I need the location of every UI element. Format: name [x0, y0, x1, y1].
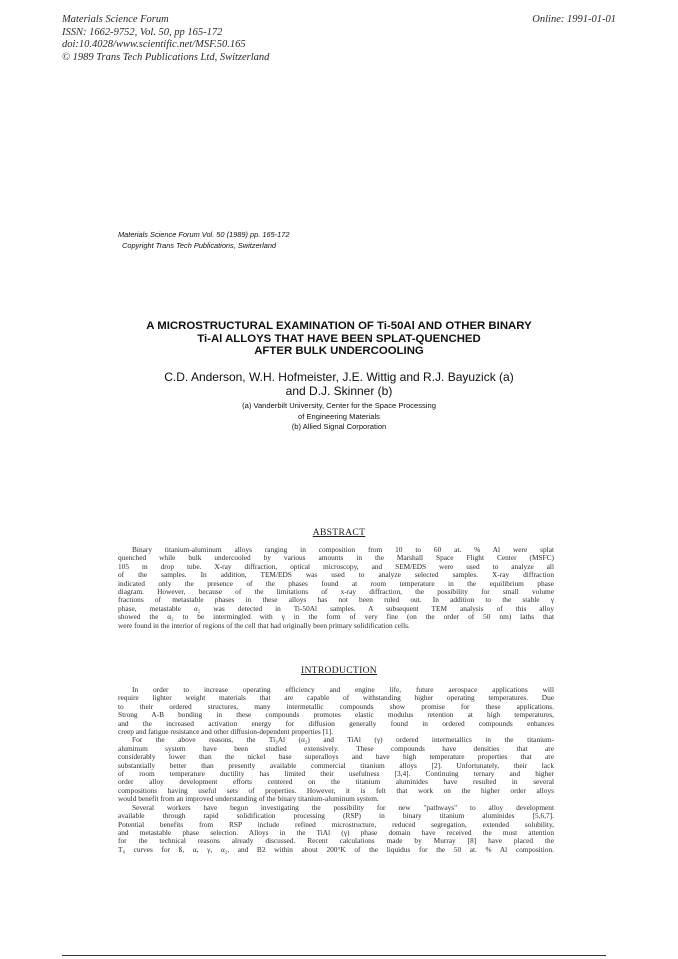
intro-line: would benefit from an improved understanding of the binary titanium-aluminum system. — [118, 795, 379, 804]
abstract-line: indicated only the presence of the phases found at room temperature in the equilibrium phase — [118, 579, 554, 588]
publication-header — [62, 14, 269, 64]
abstract-line: showed the α₂ to be intermingled with γ in the form of very fine (on the order of 50 nm) laths that — [118, 613, 554, 622]
journal-citation — [118, 230, 289, 251]
abstract-line: Binary titanium-aluminum alloys ranging in composition from 10 to 60 at. % Al were splat — [132, 546, 554, 554]
abstract-line: 105 m drop tube. X-ray diffraction, optical microscopy, and SEM/EDS were used to analyze all — [118, 562, 554, 571]
abstract-line: diagram. However, because of the limitations of x-ray diffraction, the possibility for small volume — [118, 588, 554, 597]
title-line: A MICROSTRUCTURAL EXAMINATION OF Ti-50Al AND OTHER BINARY — [146, 320, 532, 332]
intro-line: Potential benefits from RSP include refined microstructure, reduced segregation, extended solubility, — [118, 820, 554, 829]
online-date: Online: 1991-01-01 — [532, 14, 616, 25]
intro-line: Strong A-B bonding in these compounds promotes elastic modulus retention at high temperatures, — [118, 711, 554, 720]
intro-line: T₀ curves for ß, α, γ, α₂, and B2 within about 200°K of the liquidus for the 50 at. % Al composition. — [118, 845, 554, 854]
title-line: Ti-Al ALLOYS THAT HAVE BEEN SPLAT-QUENCHED — [197, 332, 481, 345]
affiliation-line: (b) Allied Signal Corporation — [291, 422, 387, 431]
paper-title — [0, 320, 678, 358]
abstract-line: quenched while bulk undercooled by various amounts in the Marshall Space Flight Center (MSFC) — [118, 554, 554, 563]
introduction-heading-text: INTRODUCTION — [300, 665, 378, 676]
abstract-line: phase, metastable α₂ was detected in Ti-50Al samples. A subsequent TEM analysis of this alloy — [118, 604, 554, 613]
intro-line: For the above reasons, the Ti₃Al (α₂) and TiAl (γ) ordered intermetallics in the titanium- — [132, 736, 554, 745]
author-list — [0, 371, 678, 398]
footer-rule — [62, 955, 606, 956]
journal-line: Materials Science Forum Vol. 50 (1989) pp. 165-172 — [118, 230, 290, 239]
intro-line: require lighter weight materials that are capable of withstanding higher operating temperatures. Due — [118, 694, 554, 703]
abstract-body — [118, 546, 554, 630]
intro-line: available through rapid solidification processing (RSP) in binary titanium aluminides [5,6,7]. — [118, 812, 554, 821]
affiliation-line: (a) Vanderbilt University, Center for the Space Processing — [242, 401, 436, 410]
intro-line: for the technical reasons already discussed. Recent calculations made by Murray [8] have placed the — [118, 837, 554, 846]
affiliations — [0, 401, 678, 433]
intro-line: Several workers have begun investigating the possibility for new "pathways" to alloy development — [132, 803, 554, 812]
header-line: ISSN: 1662-9752, Vol. 50, pp 165-172 — [62, 26, 223, 38]
author-line: C.D. Anderson, W.H. Hofmeister, J.E. Wittig and R.J. Bayuzick (a) — [164, 370, 514, 384]
intro-line: order alloy development efforts centered on the titanium aluminides have resulted in several — [118, 778, 554, 787]
intro-line: aluminum system have been studied extensively. These compounds have densities that are — [118, 744, 554, 753]
intro-line: and metastable phase selection. Alloys in the TiAl (γ) phase domain have received the most attention — [118, 828, 554, 837]
introduction-body — [118, 686, 554, 854]
author-line: and D.J. Skinner (b) — [285, 383, 393, 398]
header-line: © 1989 Trans Tech Publications Ltd, Switzerland — [62, 51, 270, 63]
abstract-heading — [0, 527, 678, 538]
intro-line: considerably lower than the nickel base superalloys and have high temperature properties that are — [118, 753, 554, 762]
title-line: AFTER BULK UNDERCOOLING — [254, 345, 424, 357]
abstract-line: fractions of metastable phases in these alloys has not been ruled out. In addition to the stable γ — [118, 596, 554, 605]
abstract-heading-text: ABSTRACT — [312, 527, 366, 538]
intro-line: substantially better than presently available commercial titanium alloys [2]. Unfortunately, their lack — [118, 761, 554, 770]
intro-line: and the increased activation energy for diffusion generally found in ordered compounds enhances — [118, 719, 554, 728]
affiliation-line: of Engineering Materials — [298, 411, 380, 421]
abstract-line: were found in the interior of regions of the cell that had originally been primary solidification cells. — [118, 621, 410, 630]
intro-line: In order to increase operating efficiency and engine life, future aerospace applications will — [132, 686, 554, 694]
abstract-line: of the samples. In addition, TEM/EDS was used to analyze selected samples. X-ray diffraction — [118, 571, 554, 580]
intro-line: compositions having useful sets of properties. However, it is felt that work on the higher order alloys — [118, 786, 554, 795]
intro-line: of room temperature ductility has limited their usefulness [3,4]. Continuing ternary and higher — [118, 770, 554, 779]
journal-line: Copyright Trans Tech Publications, Switzerland — [122, 240, 277, 250]
header-line: doi:10.4028/www.scientific.net/MSF.50.165 — [62, 39, 246, 50]
header-line: Materials Science Forum — [62, 14, 169, 25]
introduction-heading — [0, 665, 678, 676]
intro-line: creep and fatigue resistance and other diffusion-dependent properties [1]. — [118, 728, 333, 737]
intro-line: to their ordered structures, many intermetallic compounds show promise for these applications. — [118, 702, 554, 711]
